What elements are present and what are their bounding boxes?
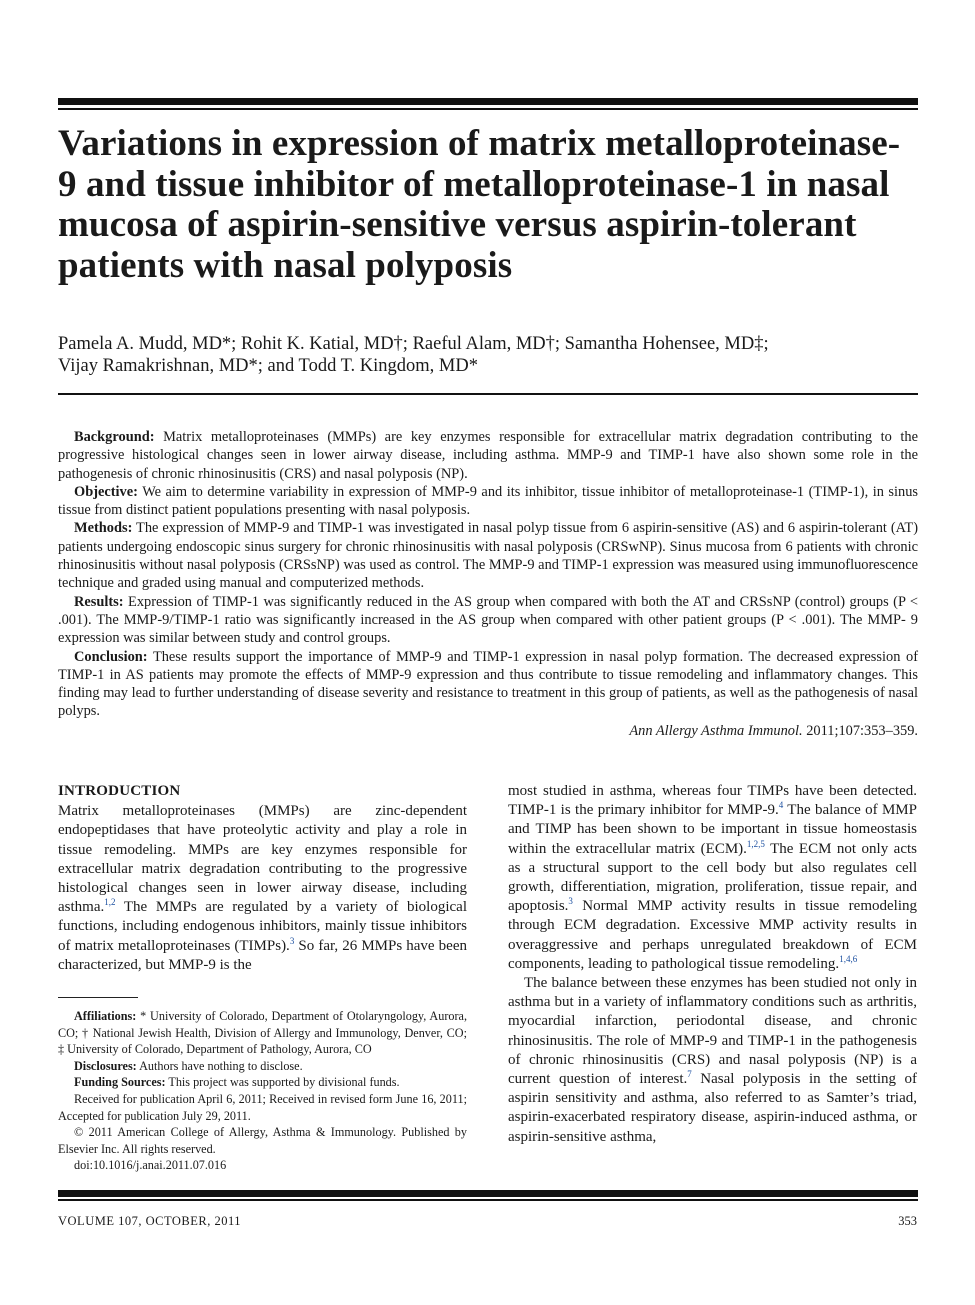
received-dates: Received for publication April 6, 2011; Received in revised form June 16, 2011; Accepted for publication July 29, 2011. [58,1092,467,1123]
disclosures [58,1058,467,1075]
funding-sources [58,1074,467,1091]
abstract-objective [58,483,918,520]
background-text: Matrix metalloproteinases (MMPs) are key enzymes responsible for extracellular matrix degradation contributing to the progressive histological changes seen in lower airway disease, including asthma. MMP-9 and TIMP-1 have also shown some role in the pathogenesis of chronic rhinosinusitis (CRS) and nasal polyposis (NP). [58,429,919,482]
affiliations [58,1008,467,1058]
intro-text-segment: The MMPs are regulated by a variety of biological functions, including endogenous inhibitors, mainly tissue inhibitors of matrix metalloproteinases (TIMPs). [58,899,467,954]
article-title: Variations in expression of matrix metalloproteinase-9 and tissue inhibitor of metalloproteinase-1 in nasal mucosa of aspirin-sensitive versus aspirin-tolerant patients with nasal polyposis [58,123,901,286]
intro-paragraph-2 [508,974,917,1147]
background-label: Background: [74,429,155,445]
citation-journal: Ann Allergy Asthma Immunol. [629,722,803,739]
journal-citation [58,722,918,740]
intro-text-segment: most studied in asthma, whereas four TIMPs have been detected. TIMP-1 is the primary inhibitor for MMP-9. [508,783,917,819]
reference-link[interactable]: 7 [687,1069,692,1080]
reference-link[interactable]: 3 [568,896,573,907]
affiliations-text: * University of Colorado, Department of Otolaryngology, Aurora, CO; † National Jewish Health, Division of Allergy and Immunology, Denver, CO; ‡ University of Colorado, Department of Pathology, Aurora, CO [58,1009,467,1057]
objective-label: Objective: [74,483,138,500]
funding-label: Funding Sources: [74,1075,166,1090]
author-line-1: Pamela A. Mudd, MD*; Rohit K. Katial, MD†; Raeful Alam, MD†; Samantha Hohensee, MD‡; [58,334,769,354]
author-line-2: Vijay Ramakrishnan, MD*; and Todd T. Kingdom, MD* [58,356,478,376]
abstract-methods [58,519,918,592]
top-rule-thick [58,98,918,105]
objective-text: We aim to determine variability in expression of MMP-9 and its inhibitor, tissue inhibitor of metalloproteinase-1 (TIMP-1), in sinus tissue from distinct patient populations presenting with nasal polyposis. [58,483,918,519]
reference-link[interactable]: 4 [778,800,784,811]
intro-paragraph-1 [58,802,467,975]
affiliations-label: Affiliations: [74,1009,137,1024]
footer-rule-thin [58,1199,918,1201]
copyright-notice: © 2011 American College of Allergy, Asthma & Immunology. Published by Elsevier Inc. All rights reserved. [58,1125,467,1156]
reference-link[interactable]: 1,2 [104,897,116,908]
results-text: Expression of TIMP-1 was significantly reduced in the AS group when compared with both the AT and CRSsNP (control) groups (P < .001). The MMP-9/TIMP-1 ratio was significantly increased in the AS group when compared with other patient groups (P < .001). The MMP- 9 expression was similar between study and control groups. [58,593,918,647]
intro-text-segment: So far, 26 MMPs have been characterized, but MMP-9 is the [58,937,467,973]
abstract-results [58,593,918,648]
footer-rule-thick [58,1190,918,1197]
right-column [508,782,917,1147]
funding-text: This project was supported by divisional funds. [168,1075,400,1090]
page-number: 353 [898,1214,917,1228]
volume-info: VOLUME 107, OCTOBER, 2011 [58,1214,241,1228]
reference-link[interactable]: 1,4,6 [839,953,858,964]
reference-link[interactable]: 3 [289,935,295,946]
reference-link[interactable]: 1,2,5 [746,838,765,849]
author-list [58,333,918,377]
conclusion-text: These results support the importance of MMP-9 and TIMP-1 expression in nasal polyp formation. The decreased expression of TIMP-1 in AS patients may promote the effects of MMP-9 expression and thus contribute to tissue remodeling and inflammatory changes. This finding may lead to further understanding of disease severity and resistance to treatment in this group of patients, as well as the pathogenesis of nasal polyps. [58,648,918,720]
top-rule-thin [58,108,918,110]
intro-text-segment: The balance between these enzymes has been studied not only in asthma but in a variety of inflammatory conditions such as arthritis, myocardial infarction, periodontal disease, and chronic rhinosinusitis. The role of MMP-9 and TIMP-1 in the pathogenesis of chronic rhinosinusitis (CRS) and nasal polyposis (NP) is a current question of interest. [508,975,917,1088]
introduction-heading: INTRODUCTION [58,783,181,799]
intro-text-segment: Nasal polyposis in the setting of aspirin sensitivity and asthma, also referred to as Samter’s triad, aspirin-exacerbated respiratory disease, aspirin-induced asthma, or aspirin-sensitive asthma, [508,1071,917,1145]
intro-text-segment: The balance of MMP and TIMP has been shown to be important in tissue homeostasis within the extracellular matrix (ECM). [508,802,917,857]
abstract [58,428,918,740]
citation-volume: 2011;107:353–359. [806,722,918,739]
intro-text-segment: Normal MMP activity results in tissue remodeling through ECM degradation. Excessive MMP activity results in overaggressive and perhaps unregulated breakdown of ECM components, leading to pathological tissue remodeling. [508,898,917,972]
abstract-divider [58,393,918,395]
footnote-divider [58,997,138,998]
intro-paragraph-1-continued [508,782,917,974]
footnotes [58,1008,467,1174]
disclosures-text: Authors have nothing to disclose. [139,1058,303,1073]
abstract-conclusion [58,648,918,721]
results-label: Results: [74,593,124,610]
conclusion-label: Conclusion: [74,648,148,665]
methods-text: The expression of MMP-9 and TIMP-1 was investigated in nasal polyp tissue from 6 aspirin-sensitive (AS) and 6 aspirin-tolerant (AT) patients undergoing endoscopic sinus surgery for chronic rhinosinusitis with nasal polyposis (CRSwNP). Sinus mucosa from 6 patients with chronic rhinosinusitis without nasal polyposis (CRSsNP) was used as control. The MMP-9 and TIMP-1 expression was measured using immunofluorescence technique and graded using manual and computerized methods. [58,520,918,592]
doi[interactable]: doi:10.1016/j.anai.2011.07.016 [74,1158,227,1173]
intro-text-segment: The ECM not only acts as a structural support to the cell body but also regulates cell growth, differentiation, migration, proliferation, tissue repair, and apoptosis. [508,840,917,915]
left-column [58,782,467,1174]
abstract-background [58,428,918,483]
disclosures-label: Disclosures: [74,1058,137,1073]
methods-label: Methods: [74,520,133,537]
intro-text-segment: Matrix metalloproteinases (MMPs) are zinc-dependent endopeptidases that have proteolytic activity and play a role in tissue remodeling. MMPs are key enzymes responsible for extracellular matrix degradation contributing to the progressive histological changes seen in lower airway disease, including asthma. [58,803,467,916]
